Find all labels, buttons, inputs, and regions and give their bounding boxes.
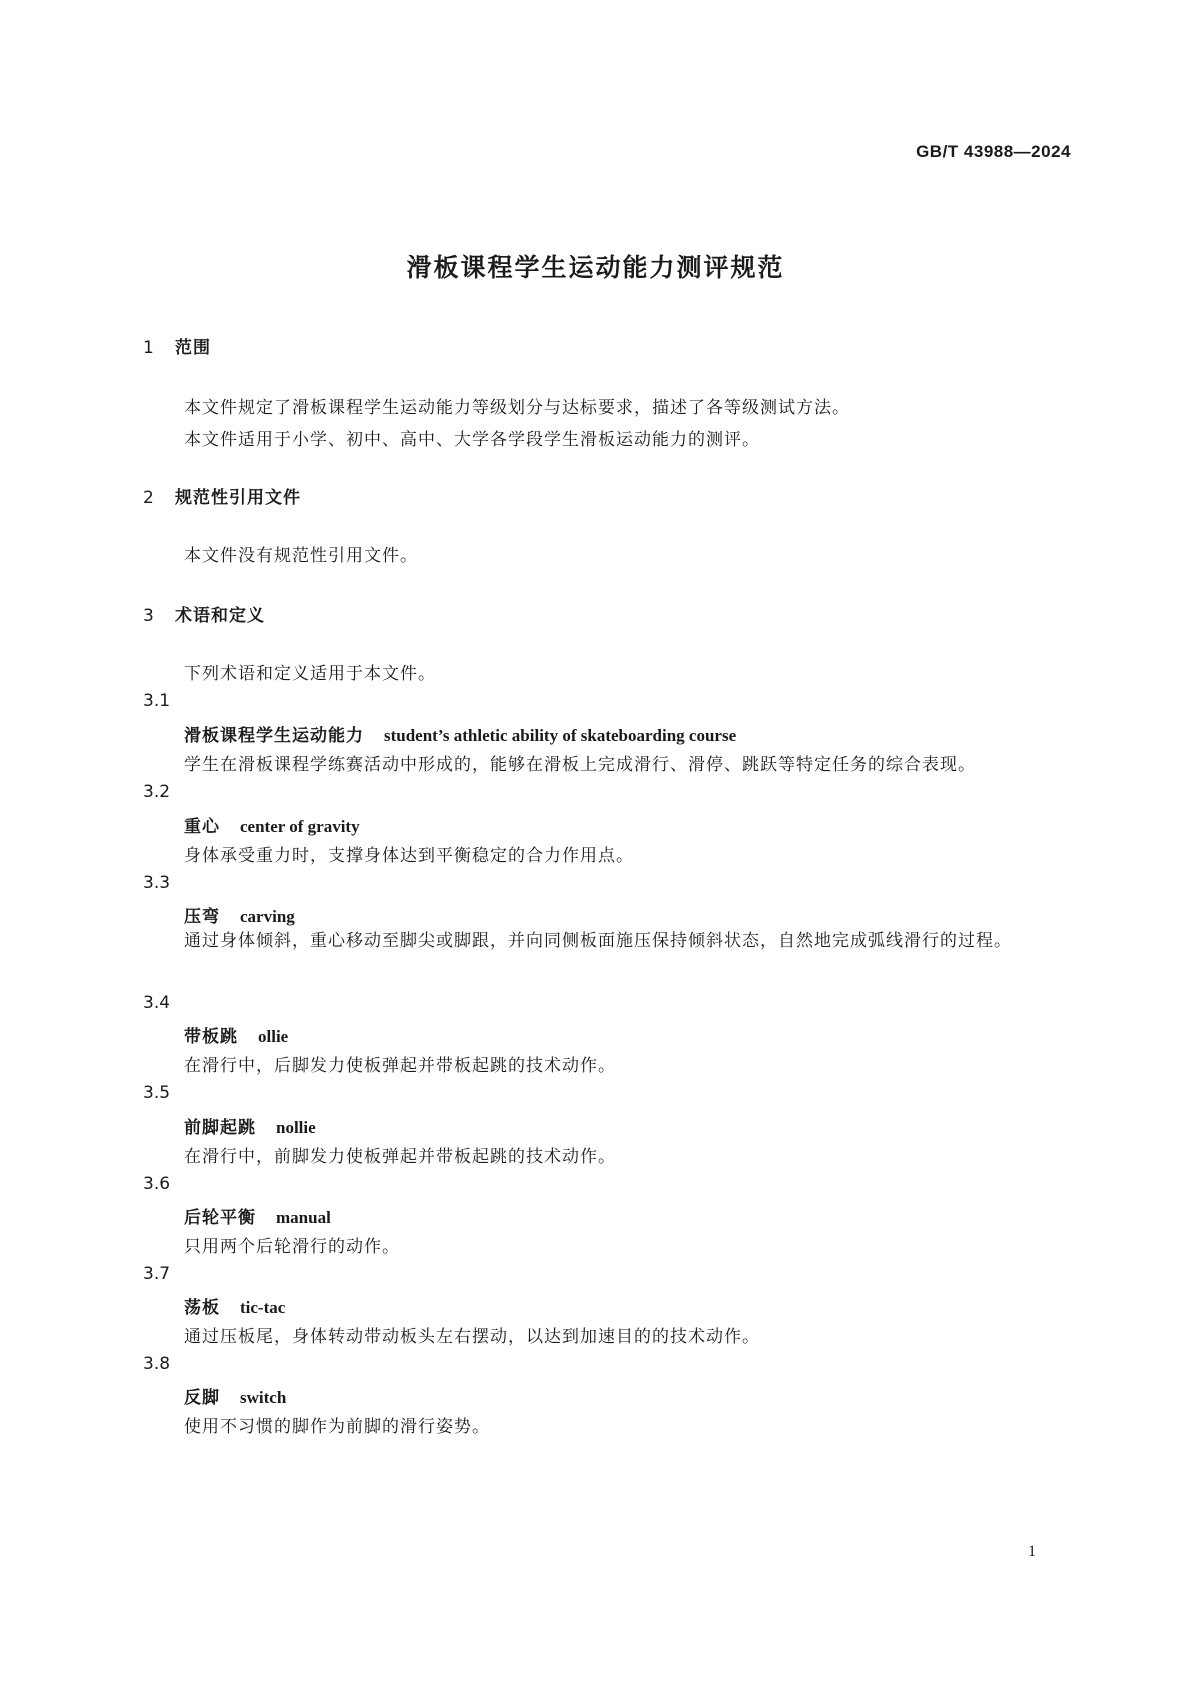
term-heading <box>184 902 295 927</box>
term-zh: 压弯 <box>184 907 220 927</box>
term-en: center of gravity <box>240 817 360 836</box>
scope-paragraph-1: 本文件规定了滑板课程学生运动能力等级划分与达标要求，描述了各等级测试方法。 <box>184 398 850 418</box>
term-heading <box>184 812 360 837</box>
terms-intro: 下列术语和定义适用于本文件。 <box>184 664 436 684</box>
document-title: 滑板课程学生运动能力测评规范 <box>406 253 785 282</box>
term-zh: 反脚 <box>184 1388 220 1408</box>
term-en: nollie <box>276 1118 316 1137</box>
section-heading-scope <box>143 333 211 358</box>
section-heading-terms <box>143 601 265 626</box>
term-zh: 后轮平衡 <box>184 1208 256 1228</box>
term-number: 3.3 <box>143 873 171 893</box>
term-number: 3.8 <box>143 1354 171 1374</box>
term-en: tic-tac <box>240 1298 286 1317</box>
term-definition: 在滑行中，后脚发力使板弹起并带板起跳的技术动作。 <box>184 1056 616 1076</box>
term-definition: 身体承受重力时，支撑身体达到平衡稳定的合力作用点。 <box>184 846 634 866</box>
term-heading <box>184 721 736 746</box>
term-number: 3.2 <box>143 782 171 802</box>
term-number: 3.7 <box>143 1264 171 1284</box>
standard-code: GB/T 43988—2024 <box>916 142 1071 161</box>
section-title: 术语和定义 <box>175 606 265 626</box>
term-number: 3.5 <box>143 1083 171 1103</box>
term-en: ollie <box>258 1027 289 1046</box>
normative-refs-paragraph: 本文件没有规范性引用文件。 <box>184 546 418 566</box>
term-en: carving <box>240 907 295 926</box>
term-definition: 使用不习惯的脚作为前脚的滑行姿势。 <box>184 1417 490 1437</box>
section-number: 1 <box>143 338 155 358</box>
section-title: 规范性引用文件 <box>175 488 301 508</box>
term-definition: 学生在滑板课程学练赛活动中形成的，能够在滑板上完成滑行、滑停、跳跃等特定任务的综合表现。 <box>184 755 976 775</box>
term-number: 3.1 <box>143 691 171 711</box>
scope-paragraph-2: 本文件适用于小学、初中、高中、大学各学段学生滑板运动能力的测评。 <box>184 430 760 450</box>
term-en: switch <box>240 1388 287 1407</box>
term-zh: 重心 <box>184 817 220 837</box>
term-heading <box>184 1383 286 1408</box>
section-heading-normative-refs <box>143 483 301 508</box>
section-number: 3 <box>143 606 155 626</box>
term-heading <box>184 1113 316 1138</box>
term-zh: 滑板课程学生运动能力 <box>184 726 364 746</box>
term-definition: 在滑行中，前脚发力使板弹起并带板起跳的技术动作。 <box>184 1147 616 1167</box>
section-number: 2 <box>143 488 155 508</box>
term-number: 3.6 <box>143 1174 171 1194</box>
term-number: 3.4 <box>143 993 171 1013</box>
term-zh: 前脚起跳 <box>184 1118 256 1138</box>
term-heading <box>184 1022 288 1047</box>
term-definition: 通过压板尾，身体转动带动板头左右摆动，以达到加速目的的技术动作。 <box>184 1327 760 1347</box>
term-definition: 只用两个后轮滑行的动作。 <box>184 1237 400 1257</box>
term-en: manual <box>276 1208 331 1227</box>
term-heading <box>184 1293 285 1318</box>
page-number: 1 <box>1028 1543 1036 1560</box>
term-zh: 荡板 <box>184 1298 220 1318</box>
section-title: 范围 <box>175 338 211 358</box>
term-definition: 通过身体倾斜，重心移动至脚尖或脚跟，并向同侧板面施压保持倾斜状态，自然地完成弧线滑行的过程。 <box>184 931 1012 951</box>
term-zh: 带板跳 <box>184 1027 238 1047</box>
term-heading <box>184 1203 331 1228</box>
term-en: student’s athletic ability of skateboarding course <box>384 726 737 745</box>
